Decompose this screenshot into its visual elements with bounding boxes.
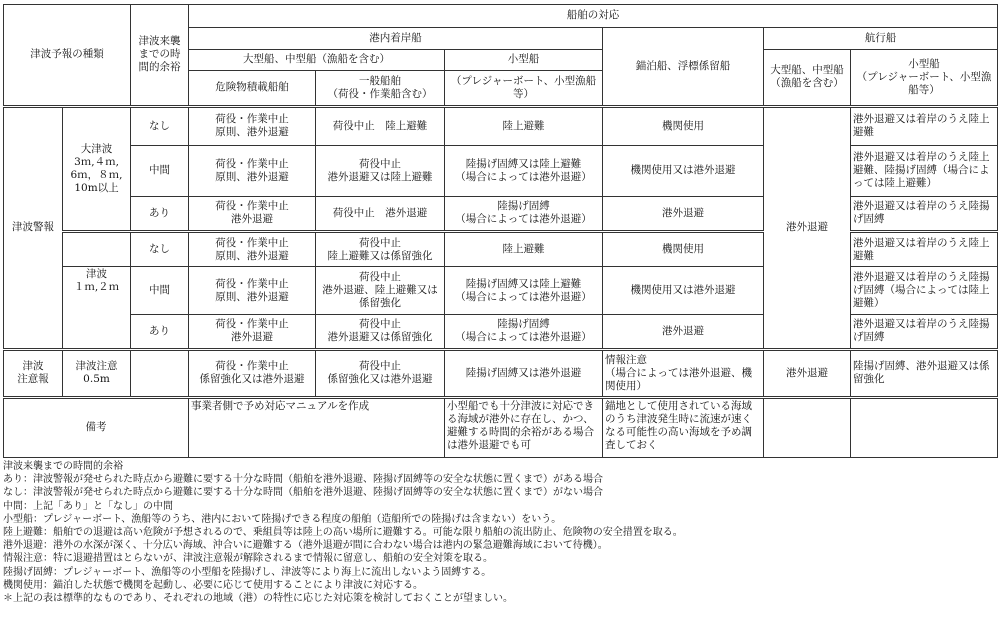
sailing-large-warning-cell: 港外退避 bbox=[764, 106, 851, 350]
header-sailing-ships: 航行船 bbox=[764, 27, 998, 49]
hazard-cell: 荷役・作業中止 港外退避 bbox=[189, 196, 316, 231]
remarks-sailing-large bbox=[764, 397, 851, 457]
sailing-small-cell: 港外退避又は着岸のうえ陸上避難 bbox=[851, 231, 998, 266]
sailing-small-cell: 港外退避又は着岸のうえ陸上避難、陸揚げ固縛（場合によっては陸上避難） bbox=[851, 145, 998, 196]
hazard-cell: 荷役・作業中止 原則、港外退避 bbox=[189, 106, 316, 145]
sailing-small-cell: 陸揚げ固縛、港外退避又は係留強化 bbox=[851, 350, 998, 398]
remarks-label: 備考 bbox=[4, 397, 189, 457]
small-cell: 陸揚げ固縛 （場合によっては港外退避） bbox=[445, 196, 603, 231]
header-general-ships: 一般船舶 （荷役・作業船含む） bbox=[316, 71, 445, 106]
anchored-cell: 機関使用又は港外退避 bbox=[603, 267, 764, 315]
hazard-cell: 荷役・作業中止 港外退避 bbox=[189, 314, 316, 349]
notes-section bbox=[3, 460, 997, 605]
note-line: なし：津波警報が発せられた時点から避難に要する十分な時間（船舶を港外退避、陸揚げ固縛等の安全な状態に置くまで）がない場合 bbox=[3, 487, 603, 499]
small-cell: 陸揚げ固縛又は陸上避難 （場合によっては港外退避） bbox=[445, 145, 603, 196]
margin-cell: あり bbox=[131, 314, 189, 349]
margin-cell: 中間 bbox=[131, 145, 189, 196]
small-cell: 陸上避難 bbox=[445, 106, 603, 145]
general-cell: 荷役中止 港外退避又は係留強化 bbox=[316, 314, 445, 349]
hazard-cell: 荷役・作業中止 原則、港外退避 bbox=[189, 267, 316, 315]
hazard-cell: 荷役・作業中止 係留強化又は港外退避 bbox=[189, 350, 316, 398]
sailing-small-cell: 港外退避又は着岸のうえ陸揚げ固縛 bbox=[851, 314, 998, 349]
group-big-tsunami: 大津波 3ｍ,４ｍ, 6ｍ，８ｍ, 10m以上 bbox=[63, 106, 131, 231]
header-small-ships: 小型船 bbox=[445, 49, 603, 71]
tsunami-response-table bbox=[3, 4, 998, 458]
group-tsunami-advisory: 津波 注意報 bbox=[4, 350, 63, 398]
anchored-cell: 機関使用又は港外退避 bbox=[603, 145, 764, 196]
small-cell: 陸揚げ固縛又は陸上避難 （場合によっては港外退避） bbox=[445, 267, 603, 315]
general-cell: 荷役中止 陸上避難又は係留強化 bbox=[316, 231, 445, 266]
header-small-description: （プレジャーボート、小型漁船等） bbox=[445, 71, 603, 106]
remarks-large-ships: 事業者側で予め対応マニュアルを作成 bbox=[189, 397, 445, 457]
hazard-cell: 荷役・作業中止 原則、港外退避 bbox=[189, 145, 316, 196]
remarks-small-ships: 小型船でも十分津波に対応できる海域が港外に存在し、かつ、避難する時間的余裕がある場合は港外退避でも可 bbox=[445, 397, 603, 457]
header-docked-ships: 港内着岸船 bbox=[189, 27, 603, 49]
small-cell: 陸上避難 bbox=[445, 231, 603, 266]
general-cell: 荷役中止 港外退避、陸上避難又は係留強化 bbox=[316, 267, 445, 315]
sailing-small-cell: 港外退避又は着岸のうえ陸揚げ固縛 bbox=[851, 196, 998, 231]
small-cell: 陸揚げ固縛 （場合によっては港外退避） bbox=[445, 314, 603, 349]
note-line: 津波来襲までの時間的余裕 bbox=[3, 461, 123, 472]
margin-cell: なし bbox=[131, 106, 189, 145]
anchored-cell: 機関使用 bbox=[603, 106, 764, 145]
margin-cell: なし bbox=[131, 231, 189, 266]
sailing-small-cell: 港外退避又は着岸のうえ陸揚げ固縛（場合によっては陸上避難） bbox=[851, 267, 998, 315]
header-large-ships: 大型船、中型船（漁船を含む） bbox=[189, 49, 445, 71]
margin-cell: あり bbox=[131, 196, 189, 231]
header-forecast-type: 津波予報の種類 bbox=[4, 5, 131, 107]
sailing-small-cell: 港外退避又は着岸のうえ陸上避難 bbox=[851, 106, 998, 145]
header-hazard-ships: 危険物積載船舶 bbox=[189, 71, 316, 106]
note-line: 陸揚げ固縛：プレジャーボート、漁船等の小型船を陸揚げし、津波等により海上に流出しないよう固縛する。 bbox=[3, 566, 492, 578]
note-line: ＊上記の表は標準的なものであり、それぞれの地域（港）の特性に応じた対応策を検討しておくことが望ましい。 bbox=[3, 593, 513, 605]
header-time-margin: 津波来襲 までの時 間的余裕 bbox=[131, 5, 189, 107]
note-line: 情報注意：特に退避措置はとらないが、津波注意報が解除されるまで情報に留意し、船舶の安全対策を取る。 bbox=[3, 553, 493, 565]
note-line: 機関使用：錨泊した状態で機関を起動し、必要に応じて使用することにより津波に対応する。 bbox=[3, 579, 423, 591]
general-cell: 荷役中止 係留強化又は港外退避 bbox=[316, 350, 445, 398]
group-tsunami-warning: 津波警報 bbox=[4, 106, 63, 350]
sailing-large-cell: 港外退避 bbox=[764, 350, 851, 398]
anchored-cell: 情報注意 （場合によっては港外退避、機関使用） bbox=[603, 350, 764, 398]
anchored-cell: 港外退避 bbox=[603, 314, 764, 349]
header-sailing-large: 大型船、中型船 （漁船を含む） bbox=[764, 49, 851, 106]
margin-cell: 中間 bbox=[131, 267, 189, 315]
anchored-cell: 機関使用 bbox=[603, 231, 764, 266]
note-line: 中間：上記「あり」と「なし」の中間 bbox=[3, 500, 173, 512]
group-tsunami-spacer bbox=[63, 231, 131, 266]
anchored-cell: 港外退避 bbox=[603, 196, 764, 231]
remarks-sailing-small bbox=[851, 397, 998, 457]
small-cell: 陸揚げ固縛又は港外退避 bbox=[445, 350, 603, 398]
note-line: あり：津波警報が発せられた時点から避難に要する十分な時間（船舶を港外退避、陸揚げ固縛等の安全な状態に置くまで）がある場合 bbox=[3, 474, 603, 486]
header-anchored-ships: 錨泊船、浮標係留船 bbox=[603, 27, 764, 106]
note-line: 陸上避難：船舶での退避は高い危険が予想されるので、乗組員等は陸上の高い場所に避難する。可能な限り船舶の流出防止、危険物の安全措置を取る。 bbox=[3, 527, 683, 539]
header-ship-response: 船舶の対応 bbox=[189, 5, 998, 28]
note-line: 小型船：プレジャーボート、漁船等のうち、港内において陸揚げできる程度の船舶（造船所での陸揚げは含まない）をいう。 bbox=[3, 513, 562, 525]
general-cell: 荷役中止 陸上避難 bbox=[316, 106, 445, 145]
note-line: 港外退避：港外の水深が深く、十分広い海域、沖合いに避難する（港外退避が間に合わない場合は港内の緊急避難海域において待機）。 bbox=[3, 540, 608, 552]
header-sailing-small: 小型船 （プレジャーボート、小型漁船等） bbox=[851, 49, 998, 106]
advisory-height-cell: 津波注意 0.5m bbox=[63, 350, 131, 398]
general-cell: 荷役中止 港外退避又は陸上避難 bbox=[316, 145, 445, 196]
remarks-anchored-ships: 錨地として使用されている海域のうち津波発生時に流速が速くなる可能性の高い海域を予め調査しておく bbox=[603, 397, 764, 457]
hazard-cell: 荷役・作業中止 原則、港外退避 bbox=[189, 231, 316, 266]
group-tsunami: 津波 １ｍ,２ｍ bbox=[63, 267, 131, 350]
general-cell: 荷役中止 港外退避 bbox=[316, 196, 445, 231]
margin-cell-empty bbox=[131, 350, 189, 398]
